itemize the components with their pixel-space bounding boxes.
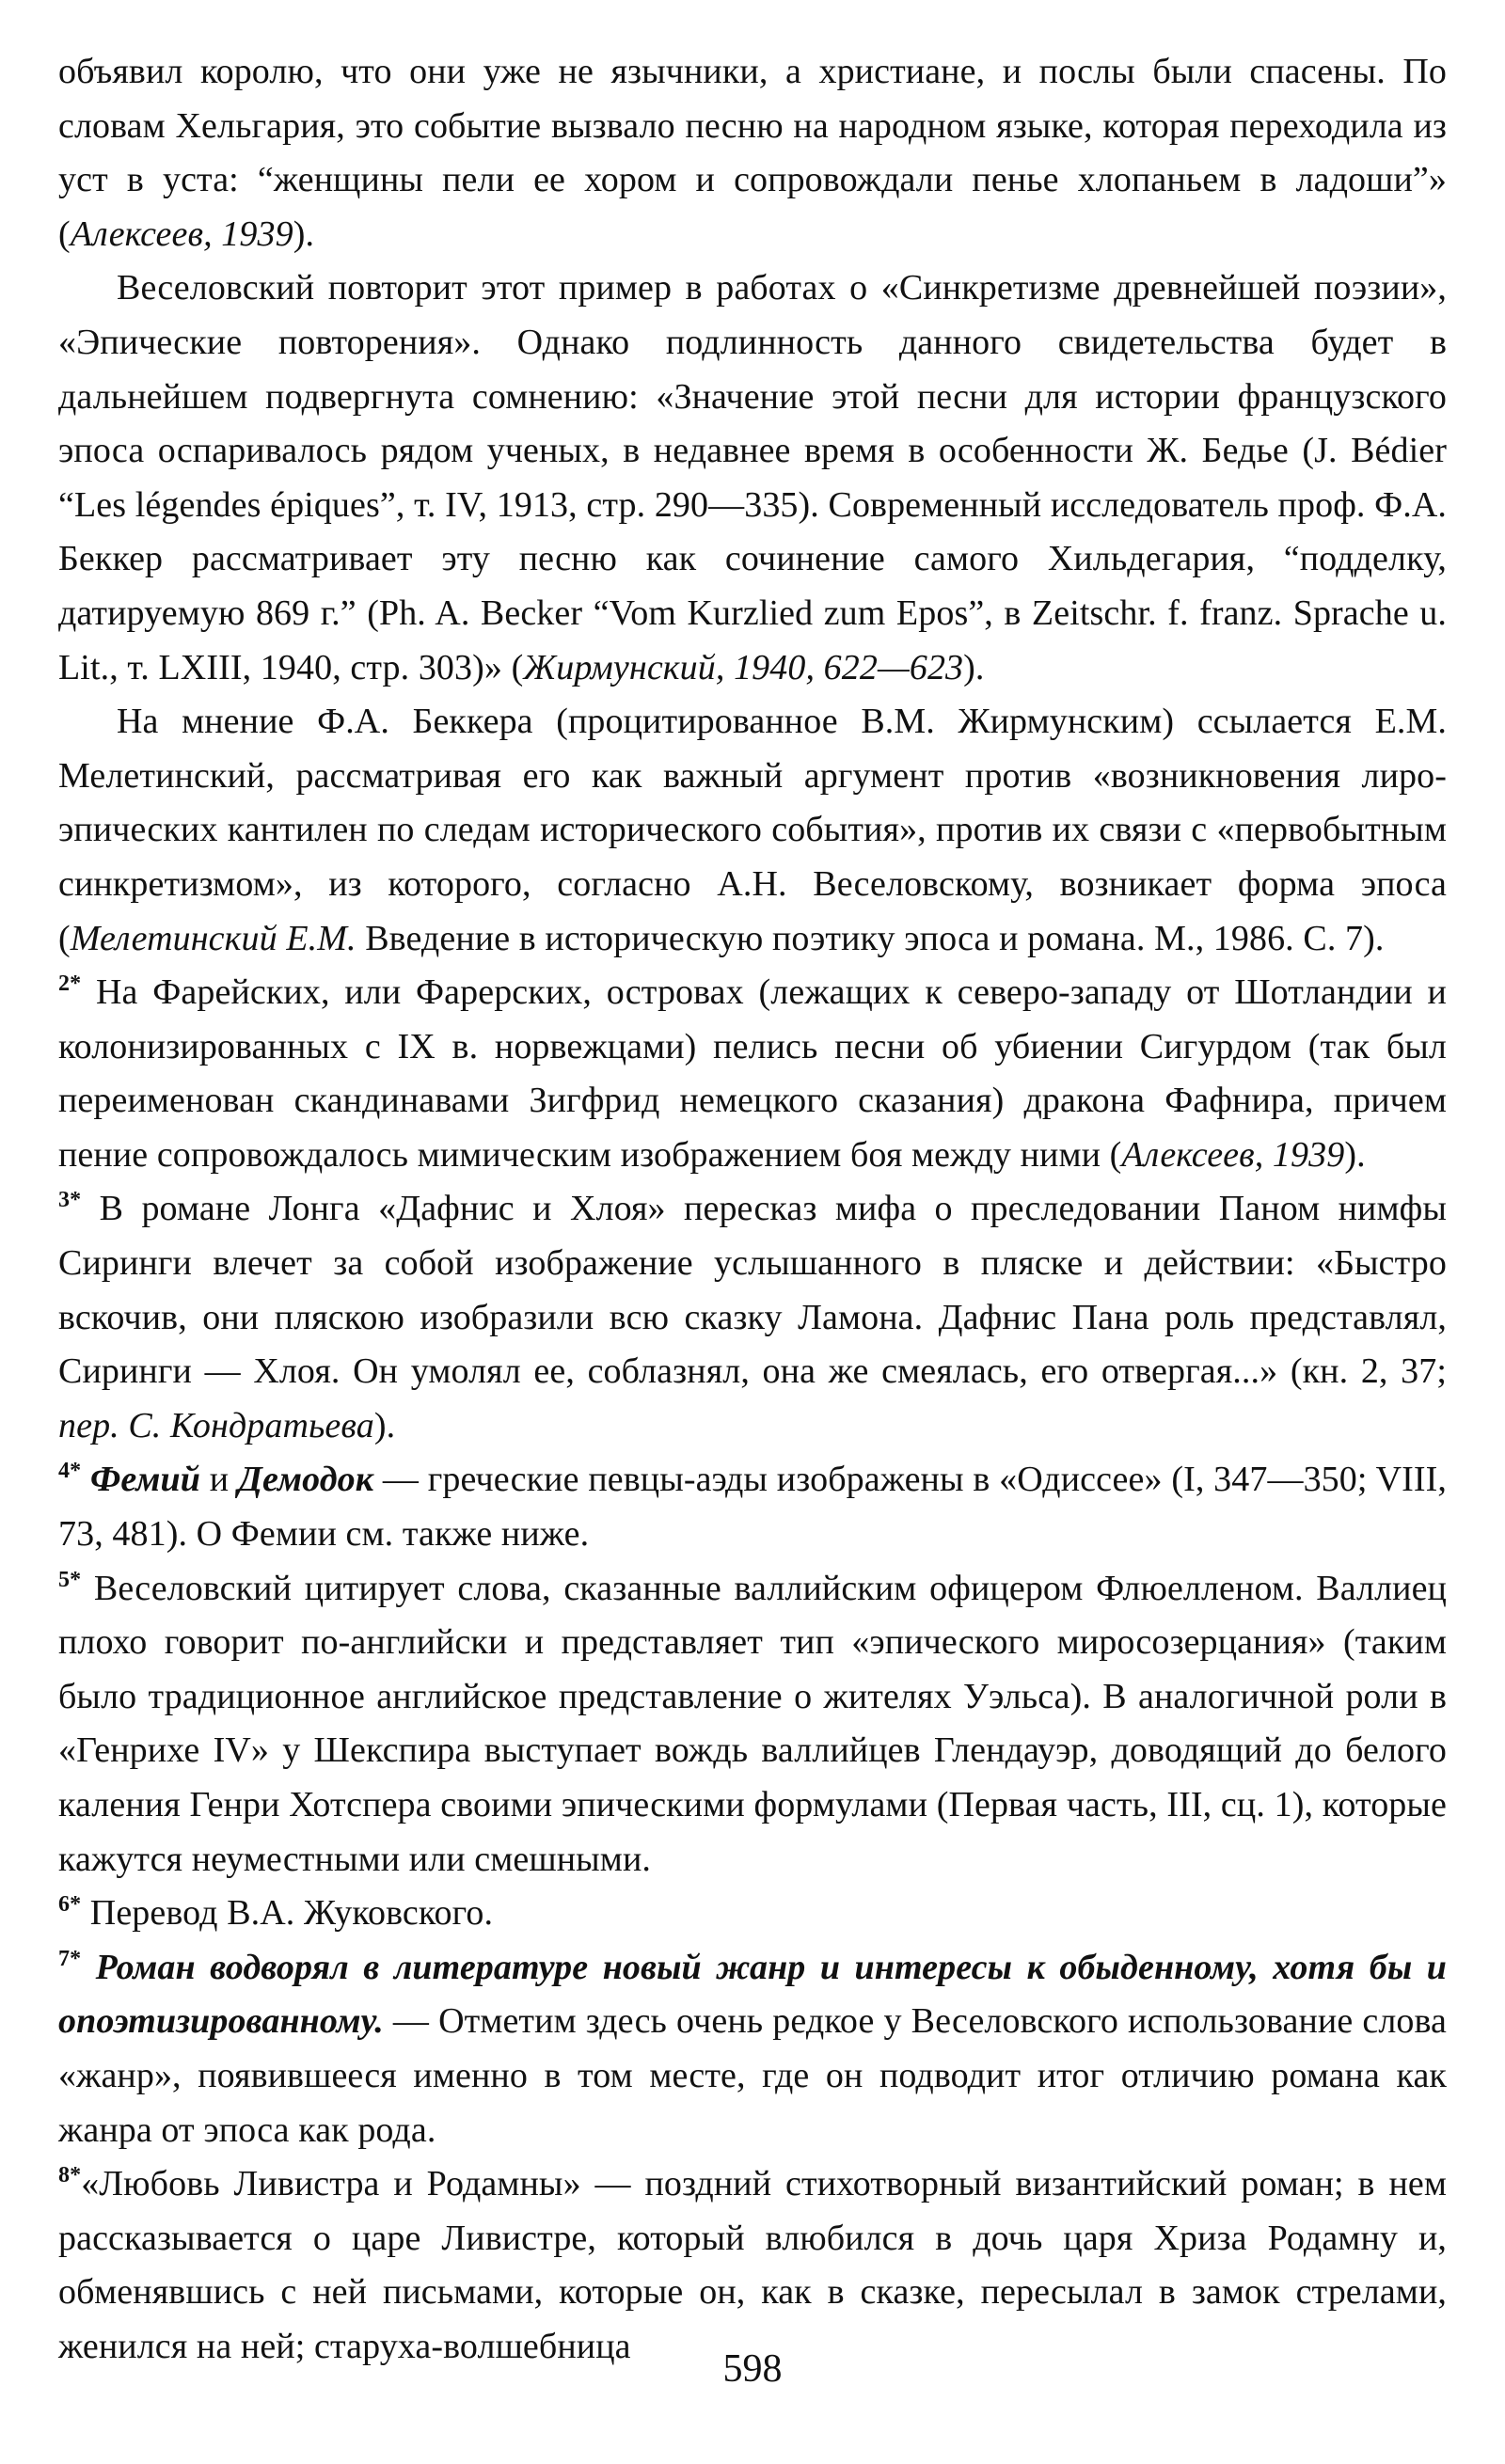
text-run: и xyxy=(199,1460,238,1500)
paragraph-2 xyxy=(58,261,1447,695)
page-number: 598 xyxy=(722,2347,783,2391)
note-6 xyxy=(58,1887,1447,1941)
text-run: ). xyxy=(373,1405,396,1445)
note-number: 2* xyxy=(58,971,82,997)
text-run: объявил королю, что они уже не язычники, а христиане, и послы были спасены. По словам Хельгария, это событие вызвало песню на народном языке, которая переходила из уст в уста: “женщины пели ее хором и сопровождали пенье хлопаньем в ладоши”» ( xyxy=(58,52,1447,254)
text-run: На Фарейских, или Фарерских, островах (лежащих к северо-западу от Шотландии и колонизированных с IX в. норвежцами) пелись песни об убиении Сигурдом (так был переименован скандинавами Зигфрид немецкого сказания) дракона Фафнира, причем пение сопровождалось мимическим изображением боя между ними ( xyxy=(58,972,1447,1175)
paragraph-3 xyxy=(58,695,1447,966)
text-run: В романе Лонга «Дафнис и Хлоя» пересказ мифа о преследовании Паном нимфы Сиринги влечет за собой изображение услышанного в пляске и действии: «Быстро вскочив, они пляскою изобразили всю сказку Ламона. Дафнис Пана роль представлял, Сиринги — Хлоя. Он умолял ее, соблазнял, она же смеялась, его отвергая...» (кн. 2, 37; xyxy=(58,1189,1447,1392)
citation: Мелетинский Е.М. xyxy=(70,918,356,958)
body-text xyxy=(58,45,1447,966)
note-number: 3* xyxy=(58,1188,82,1213)
text-run: Веселовский повторит этот пример в работах о «Синкретизме древнейшей поэзии», «Эпические повторения». Однако подлинность данного свидетельства будет в дальнейшем подвергнута сомнению: «Значение этой песни для истории французского эпоса оспаривалось рядом ученых, в недавнее время в особенности Ж. Бедье (J. Bédier “Les légendes épiques”, т. IV, 1913, стр. 290—335). Современный исследователь проф. Ф.А. Беккер рассматривает эту песню как сочинение самого Хильдегария, “подделку, датируемую 869 г.” (Ph. A. Becker “Vom Kurzlied zum Epos”, в Zeitschr. f. franz. Sprache u. Lit., т. LXIII, 1940, стр. 303)» ( xyxy=(58,268,1447,687)
note-7 xyxy=(58,1941,1447,2157)
note-8 xyxy=(58,2157,1447,2374)
citation: Жирмунский, 1940, 622—623 xyxy=(523,647,964,687)
text-run: ). xyxy=(1344,1134,1366,1175)
text-run: Перевод В.А. Жуковского. xyxy=(81,1893,494,1934)
note-number: 4* xyxy=(58,1459,82,1484)
note-number: 5* xyxy=(58,1567,82,1592)
text-run: — греческие певцы-аэды изображены в «Одиссее» (I, 347—350; VIII, 73, 481). О Фемии см. также ниже. xyxy=(58,1460,1447,1555)
note-number: 7* xyxy=(58,1946,82,1971)
text-run: На мнение Ф.А. Беккера (процитированное В.М. Жирмунским) ссылается Е.М. Мелетинский, рассматривая его как важный аргумент против «возникновения лиро-эпических кантилен по следам исторического события», против их связи с «первобытным синкретизмом», из которого, согласно А.Н. Веселовскому, возникает форма эпоса ( xyxy=(58,702,1447,958)
note-number: 6* xyxy=(58,1892,82,1918)
text-run: ). xyxy=(963,647,985,687)
text-run: «Любовь Ливистра и Родамны» — поздний стихотворный византийский роман; в нем рассказывается о царе Ливистре, который влюбился в дочь царя Хриза Родамну и, обменявшись с ней письмами, которые он, как в сказке, пересылал в замок стрелами, женился на ней; старуха-волшебница xyxy=(58,2164,1447,2366)
note-4 xyxy=(58,1453,1447,1561)
text-run: Введение в историческую поэтику эпоса и романа. М., 1986. С. 7). xyxy=(356,918,1385,958)
paragraph-1 xyxy=(58,45,1447,261)
text-run: — Отметим здесь очень редкое у Веселовского использование слова «жанр», появившееся именно в том месте, где он подводит итог отличию романа как жанра от эпоса как рода. xyxy=(58,2001,1447,2150)
note-2 xyxy=(58,966,1447,1182)
citation: пер. С. Кондратьева xyxy=(58,1405,374,1445)
citation: Алексеев, 1939 xyxy=(1121,1134,1345,1175)
endnotes xyxy=(58,966,1447,2374)
note-5 xyxy=(58,1562,1447,1887)
lemma: Фемий xyxy=(89,1460,200,1500)
note-number: 8* xyxy=(58,2163,82,2188)
text-run: Веселовский цитирует слова, сказанные валлийским офицером Флюелленом. Валлиец плохо говорит по-английски и представляет тип «эпического миросозерцания» (таким было традиционное английское представление о жителях Уэльса). В аналогичной роли в «Генрихе IV» у Шекспира выступает вождь валлийцев Глендауэр, доводящий до белого каления Генри Хотспера своими эпическими формулами (Первая часть, III, сц. 1), которые кажутся неуместными или смешными. xyxy=(58,1568,1447,1879)
citation: Алексеев, 1939 xyxy=(70,213,293,254)
lemma: Роман водворял в литературе новый жанр и интересы к обыденному, хотя бы и опоэтизированному. xyxy=(58,1947,1447,2042)
lemma: Демодок xyxy=(237,1460,374,1500)
text-run: ). xyxy=(293,213,315,254)
note-3 xyxy=(58,1182,1447,1453)
